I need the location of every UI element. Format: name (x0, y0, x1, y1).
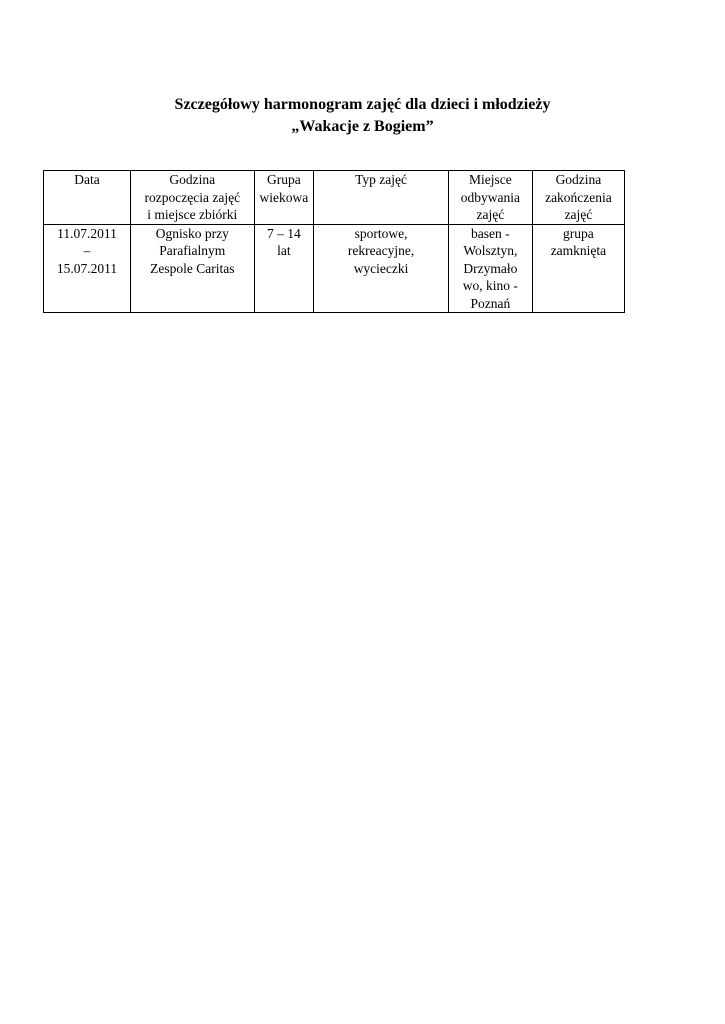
header-line: zajęć (564, 207, 593, 222)
cell-location (448, 224, 532, 313)
cell-end-time (532, 224, 624, 313)
header-line: Godzina (555, 172, 602, 187)
cell-line: wycieczki (353, 260, 409, 276)
cell-date (44, 224, 131, 313)
header-line: wiekowa (259, 189, 309, 205)
header-line: Data (74, 172, 100, 187)
header-start-time (131, 171, 254, 225)
header-row (44, 171, 625, 225)
cell-line: lat (277, 243, 291, 258)
header-line: rozpoczęcia zajęć (144, 189, 241, 205)
cell-line: 7 – 14 (267, 225, 301, 241)
cell-line: zamknięta (550, 243, 607, 258)
header-line: Grupa (267, 172, 301, 187)
cell-line: wo, kino - (462, 278, 518, 293)
cell-line: sportowe, (354, 225, 408, 241)
table-row (44, 224, 625, 313)
header-age-group (254, 171, 314, 225)
header-line: Godzina (169, 172, 216, 187)
cell-line: – (83, 243, 91, 258)
schedule-table (43, 170, 625, 313)
cell-age-group (254, 224, 314, 313)
header-line: odbywania (460, 189, 520, 205)
document-subtitle: „Wakacje z Bogiem” (291, 118, 434, 135)
cell-line: Zespole Caritas (150, 260, 235, 276)
cell-line: Parafialnym (159, 243, 226, 258)
cell-activity-type (314, 224, 449, 313)
header-line: zajęć (476, 207, 505, 222)
cell-start-time (131, 224, 254, 313)
cell-line: grupa (563, 225, 594, 241)
cell-line: Drzymało (463, 260, 518, 276)
header-date (44, 171, 131, 225)
header-line: zakończenia (545, 189, 612, 205)
header-location (448, 171, 532, 225)
cell-line: rekreacyjne, (347, 243, 415, 258)
cell-line: basen - (471, 225, 510, 241)
document-title: Szczegółowy harmonogram zajęć dla dzieci i młodzieży (174, 96, 551, 113)
header-line: Miejsce (468, 172, 512, 187)
cell-line: Ognisko przy (155, 225, 229, 241)
cell-line: 15.07.2011 (56, 260, 118, 276)
header-end-time (532, 171, 624, 225)
cell-line: Poznań (470, 295, 511, 311)
cell-line: Wolsztyn, (463, 243, 518, 258)
header-line: Typ zajęć (355, 172, 407, 187)
header-line: i miejsce zbiórki (147, 207, 238, 222)
header-activity-type (314, 171, 449, 225)
cell-line: 11.07.2011 (57, 225, 117, 241)
